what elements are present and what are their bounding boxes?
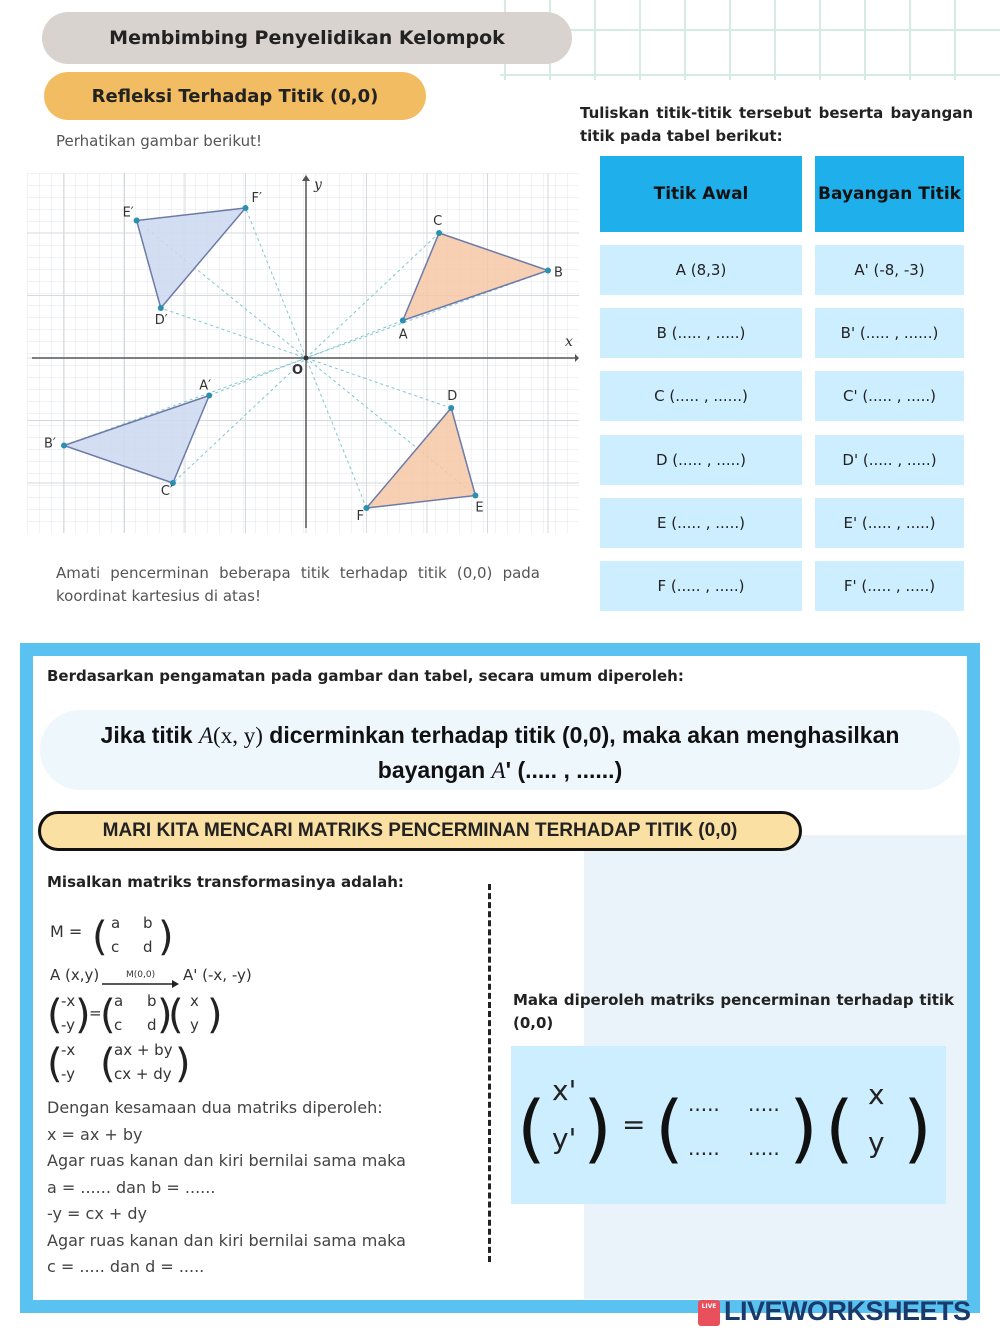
svg-text:(: ( <box>100 1041 116 1087</box>
table-cell[interactable]: C (..... , ......) <box>600 371 802 421</box>
eq1-m-c: c <box>114 1016 123 1034</box>
eq2-right-top: ax + by <box>114 1041 173 1059</box>
point-D′ <box>158 305 164 311</box>
point-label: C′ <box>160 484 173 499</box>
result-blank-d[interactable]: ..... <box>748 1136 780 1160</box>
eq1-m-d: d <box>147 1016 157 1034</box>
result-equals: = <box>622 1108 646 1141</box>
point-B <box>545 268 551 274</box>
decorative-grid <box>500 0 1000 80</box>
table-cell[interactable]: D' (..... , .....) <box>815 435 964 485</box>
table-cell: A (8,3) <box>600 245 802 295</box>
point-label: D <box>447 389 458 404</box>
result-vec-y: y <box>868 1126 885 1159</box>
svg-text:(: ( <box>168 992 184 1038</box>
point-F <box>364 505 370 511</box>
eq2-left-bottom: -y <box>61 1065 76 1083</box>
eq1-left-bottom: -y <box>61 1016 76 1034</box>
m-entry-c: c <box>111 938 120 956</box>
point-label: F′ <box>251 191 262 206</box>
svg-text:(: ( <box>100 992 116 1038</box>
eq1-m-b: b <box>147 992 157 1010</box>
table-cell[interactable]: B' (..... , ......) <box>815 308 964 358</box>
table-cell[interactable]: B (..... , .....) <box>600 308 802 358</box>
result-vec-xprime: x' <box>552 1074 577 1107</box>
svg-text:(: ( <box>655 1086 684 1172</box>
svg-text:(: ( <box>517 1086 546 1172</box>
table-cell[interactable]: F (..... , .....) <box>600 561 802 611</box>
svg-text:(: ( <box>47 992 63 1038</box>
point-label: C <box>433 214 443 229</box>
point-label: D′ <box>154 313 168 328</box>
point-label: B <box>554 265 563 281</box>
topic-title: Refleksi Terhadap Titik (0,0) <box>44 72 426 120</box>
svg-text:): ) <box>789 1086 818 1172</box>
eq1-equals: = <box>89 1004 102 1022</box>
table-cell: A' (-8, -3) <box>815 245 964 295</box>
svg-text:): ) <box>583 1086 612 1172</box>
derivation-line: -y = cx + dy <box>47 1204 148 1223</box>
point-label: A′ <box>199 378 212 394</box>
header-bayangan-titik: Bayangan Titik <box>815 156 964 232</box>
table-cell[interactable]: E (..... , .....) <box>600 498 802 548</box>
point-C <box>436 230 442 236</box>
matrix-banner: MARI KITA MENCARI MATRIKS PENCERMINAN TERHADAP TITIK (0,0) <box>38 811 802 851</box>
origin-label: O <box>292 363 304 378</box>
m-right-paren: ) <box>158 914 174 960</box>
svg-text:): ) <box>75 992 91 1038</box>
table-cell[interactable]: D (..... , .....) <box>600 435 802 485</box>
liveworksheets-logo-icon: LIVE <box>698 1300 720 1326</box>
origin-point <box>304 356 309 361</box>
m-left-paren: ( <box>92 914 108 960</box>
point-D <box>448 405 454 411</box>
map-from: A (x,y) <box>50 966 100 984</box>
result-text: Maka diperoleh matriks pencerminan terhadap titik (0,0) <box>513 991 954 1032</box>
point-label: B′ <box>44 436 56 452</box>
eq2-left-top: -x <box>61 1041 76 1059</box>
point-label: E′ <box>122 205 134 221</box>
header-titik-awal: Titik Awal <box>600 156 802 232</box>
observe-text: Amati pencerminan beberapa titik terhadap titik (0,0) pada koordinat kartesius di atas! <box>56 564 540 605</box>
result-blank-a[interactable]: ..... <box>688 1092 720 1116</box>
m-entry-d: d <box>143 938 153 956</box>
svg-text:(: ( <box>47 1041 63 1087</box>
svg-text:(: ( <box>825 1086 854 1172</box>
conclusion-intro: Berdasarkan pengamatan pada gambar dan tabel, secara umum diperoleh: <box>47 667 684 685</box>
conclusion-statement: Jika titik A(x, y) dicerminkan terhadap titik (0,0), maka akan menghasilkan bayangan A' (..... , ......) <box>100 722 900 783</box>
table-cell[interactable]: F' (..... , .....) <box>815 561 964 611</box>
derivation-line[interactable]: a = ...... dan b = ...... <box>47 1177 216 1197</box>
point-F′ <box>243 205 249 211</box>
derivation-line: Dengan kesamaan dua matriks diperoleh: <box>47 1098 383 1117</box>
point-E′ <box>134 218 140 224</box>
map-to: A' (-x, -y) <box>183 966 252 984</box>
graph-grid <box>27 173 579 533</box>
eq1-vec-y: y <box>190 1016 199 1034</box>
y-axis-label: y <box>314 177 322 193</box>
point-label: E <box>475 500 484 516</box>
svg-text:): ) <box>175 1041 191 1087</box>
coordinate-graph <box>27 173 579 533</box>
answer-blank-image[interactable]: ' (..... , ......) <box>505 757 623 783</box>
eq1-m-a: a <box>114 992 124 1010</box>
m-label: M = <box>50 922 83 941</box>
section-title: Membimbing Penyelidikan Kelompok <box>42 12 572 64</box>
result-blank-c[interactable]: ..... <box>688 1136 720 1160</box>
svg-text:): ) <box>207 992 223 1038</box>
table-cell[interactable]: E' (..... , .....) <box>815 498 964 548</box>
table-instruction: Tuliskan titik-titik tersebut beserta bayangan titik pada tabel berikut: <box>580 104 973 145</box>
prompt-text: Perhatikan gambar berikut! <box>56 132 262 150</box>
eq1-left-top: -x <box>61 992 76 1010</box>
dashed-divider <box>488 884 491 1262</box>
watermark-text: LIVEWORKSHEETS <box>724 1296 971 1326</box>
eq1-vec-x: x <box>190 992 199 1010</box>
point-label: A <box>398 327 408 343</box>
map-arrow <box>102 978 180 990</box>
point-B′ <box>61 443 67 449</box>
m-entry-a: a <box>111 914 121 932</box>
derivation-line: x = ax + by <box>47 1124 143 1144</box>
svg-text:): ) <box>157 992 173 1038</box>
x-axis-label: x <box>565 334 573 350</box>
m-entry-b: b <box>143 914 153 932</box>
eq2-right-bottom: cx + dy <box>114 1065 172 1083</box>
derivation-line: Agar ruas kanan dan kiri bernilai sama maka <box>47 1230 406 1250</box>
svg-text:): ) <box>903 1086 932 1172</box>
map-arrow-label: M(0,0) <box>126 970 156 980</box>
point-label: F <box>356 509 364 524</box>
derivation-line[interactable]: c = ..... dan d = ..... <box>47 1257 205 1276</box>
let-text: Misalkan matriks transformasinya adalah: <box>47 873 404 891</box>
point-E <box>472 493 478 499</box>
result-vec-x: x <box>868 1078 885 1111</box>
table-cell[interactable]: C' (..... , .....) <box>815 371 964 421</box>
result-vec-yprime: y' <box>552 1122 577 1155</box>
derivation-line: Agar ruas kanan dan kiri bernilai sama maka <box>47 1151 406 1170</box>
point-A <box>400 318 406 324</box>
result-blank-b[interactable]: ..... <box>748 1092 780 1116</box>
m-matrix <box>92 912 172 960</box>
